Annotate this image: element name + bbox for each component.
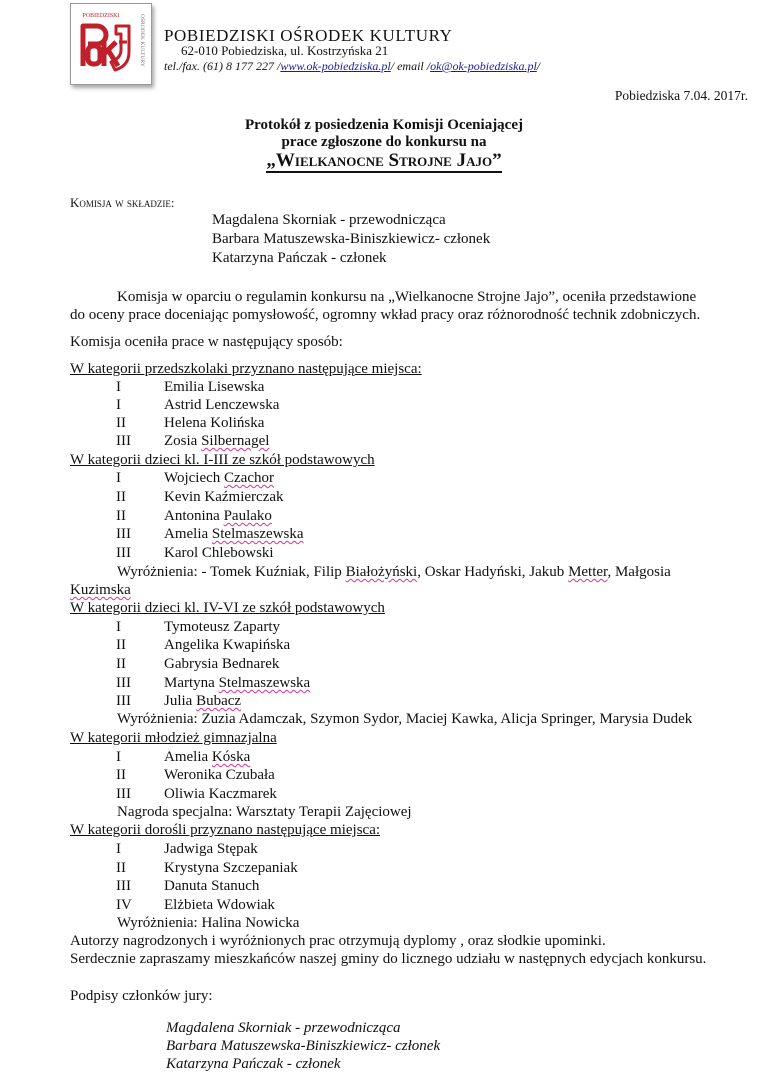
phone-fax: tel./fax. (61) 8 177 227 / — [164, 59, 281, 73]
last-name: Kóska — [211, 749, 251, 765]
category-heading-adults: W kategorii dorośli przyznano następujące miejsca: — [70, 822, 381, 838]
place-name — [164, 508, 272, 525]
intro-paragraph-line-2: do oceny prace doceniając pomysłowość, ogromny wkład pracy oraz różnorodność technik zdobniczych. — [70, 307, 701, 323]
place-rank: II — [116, 656, 126, 672]
place-rank: II — [116, 767, 126, 783]
intro-paragraph-line-1: Komisja w oparciu o regulamin konkursu na „Wielkanocne Strojne Jajo”, oceniła przedstawione — [117, 289, 697, 305]
distinctions: Wyróżnienia: Halina Nowicka — [117, 915, 300, 931]
organization-address: 62-010 Pobiedziska, ul. Kostrzyńska 21 — [181, 43, 389, 58]
place-rank: III — [116, 878, 131, 894]
place-name: Karol Chlebowski — [164, 545, 274, 561]
place-name: Jadwiga Stępak — [164, 841, 258, 857]
place-rank: I — [116, 397, 121, 413]
email-suffix: / — [536, 59, 541, 73]
logo-text-top: POBIEDZISKI — [82, 13, 120, 19]
place-name: Weronika Czubała — [164, 767, 275, 783]
first-name: Wojciech — [164, 470, 225, 486]
first-name: Zosia — [164, 433, 202, 449]
place-rank: II — [116, 415, 126, 431]
signature-name: Magdalena Skorniak - przewodnicząca — [166, 1020, 401, 1036]
category-heading-junior-high: W kategorii młodzież gimnazjalna — [70, 730, 277, 746]
place-rank: I — [116, 841, 121, 857]
signature-name: Barbara Matuszewska-Biniszkiewicz- członek — [166, 1038, 441, 1054]
place-rank: II — [116, 637, 126, 653]
pok-monogram-icon — [83, 26, 129, 70]
place-name — [164, 470, 274, 487]
signatures-label: Podpisy członków jury: — [70, 988, 213, 1004]
contest-title — [0, 150, 768, 172]
closing-line-2: Serdecznie zapraszamy mieszkańców naszej gminy do licznego udziału w następnych edycjach konkursu. — [70, 951, 707, 967]
place-name: Helena Kolińska — [164, 415, 265, 431]
category-heading-grades-1-3: W kategorii dzieci kl. I-III ze szkół podstawowych — [70, 452, 375, 468]
closing-line-1: Autorzy nagrodzonych i wyróżnionych prac otrzymują dyplomy , oraz słodkie upominki. — [70, 933, 606, 949]
place-rank: II — [116, 860, 126, 876]
organization-contact — [164, 59, 540, 74]
title-line-1: Protokół z posiedzenia Komisji Oceniającej — [244, 117, 523, 133]
organization-name: POBIEDZISKI OŚRODEK KULTURY — [164, 26, 453, 45]
first-name: Amelia — [164, 526, 212, 542]
distinctions-continued — [70, 582, 131, 599]
place-name: Gabrysia Bednarek — [164, 656, 280, 672]
place-name: Elżbieta Wdowiak — [164, 897, 275, 913]
place-rank: III — [116, 433, 131, 449]
place-rank: I — [116, 619, 121, 635]
first-name: Julia — [164, 693, 197, 709]
place-rank: III — [116, 675, 131, 691]
distinctions — [117, 564, 671, 581]
contest-name: „Wielkanocne Strojne Jajo” — [266, 150, 502, 171]
place-name: Kevin Kaźmierczak — [164, 489, 284, 505]
place-name: Tymoteusz Zaparty — [164, 619, 280, 635]
distinctions-text: , Małgosia — [607, 564, 671, 580]
committee-member: Katarzyna Pańczak - członek — [212, 250, 387, 266]
place-name — [164, 526, 304, 543]
last-name: Silbernagel — [201, 433, 270, 449]
distinctions-name: Metter — [568, 564, 608, 580]
title-line-2: prace zgłoszone do konkursu na — [281, 134, 487, 150]
place-rank: III — [116, 693, 131, 709]
place-rank: I — [116, 749, 121, 765]
signature-name: Katarzyna Pańczak - członek — [166, 1056, 341, 1072]
place-name: Astrid Lenczewska — [164, 397, 280, 413]
distinctions-name: Kuzimska — [70, 582, 131, 598]
place-name — [164, 749, 250, 766]
place-name: Danuta Stanuch — [164, 878, 260, 894]
last-name: Stelmaszewska — [211, 526, 304, 542]
place-rank: IV — [116, 897, 132, 913]
distinctions: Wyróżnienia: Zuzia Adamczak, Szymon Sydor, Maciej Kawka, Alicja Springer, Marysia Dudek — [117, 711, 693, 727]
place-rank: I — [116, 379, 121, 395]
last-name: Paulako — [223, 508, 272, 524]
distinctions-text: , Oskar Hadyński, Jakub — [417, 564, 569, 580]
distinctions-text: Wyróżnienia: - Tomek Kuźniak, Filip — [117, 564, 346, 580]
website-link[interactable]: www.ok-pobiedziska.pl — [280, 59, 391, 73]
logo-text-side: OŚRODEK KULTURY — [139, 14, 145, 67]
document-date: Pobiedziska 7.04. 2017r. — [614, 88, 748, 103]
email-prefix: / email / — [390, 59, 431, 73]
category-heading-preschool: W kategorii przedszkolaki przyznano następujące miejsca: — [70, 361, 422, 377]
distinctions-name: Białożyński — [345, 564, 418, 580]
last-name: Bubacz — [196, 693, 242, 709]
pok-logo — [70, 3, 152, 85]
first-name: Amelia — [164, 749, 212, 765]
place-name — [164, 675, 310, 692]
first-name: Antonina — [164, 508, 224, 524]
place-rank: II — [116, 489, 126, 505]
place-name: Oliwia Kaczmarek — [164, 786, 277, 802]
place-rank: III — [116, 526, 131, 542]
email-link[interactable]: ok@ok-pobiedziska.pl — [430, 59, 537, 73]
place-rank: II — [116, 508, 126, 524]
first-name: Martyna — [164, 675, 219, 691]
special-award: Nagroda specjalna: Warsztaty Terapii Zajęciowej — [117, 804, 412, 820]
place-name: Emilia Lisewska — [164, 379, 265, 395]
place-rank: I — [116, 470, 121, 486]
evaluation-intro: Komisja oceniła prace w następujący sposób: — [70, 334, 343, 350]
place-name — [164, 433, 269, 450]
last-name: Czachor — [224, 470, 274, 486]
place-rank: III — [116, 786, 131, 802]
place-name — [164, 693, 241, 710]
last-name: Stelmaszewska — [218, 675, 311, 691]
place-name: Krystyna Szczepaniak — [164, 860, 298, 876]
committee-member: Barbara Matuszewska-Biniszkiewicz- członek — [212, 231, 491, 247]
category-heading-grades-4-6: W kategorii dzieci kl. IV-VI ze szkół podstawowych — [70, 600, 385, 616]
place-rank: III — [116, 545, 131, 561]
committee-label: Komisja w składzie: — [70, 195, 175, 210]
place-name: Angelika Kwapińska — [164, 637, 291, 653]
committee-member: Magdalena Skorniak - przewodnicząca — [212, 212, 446, 228]
